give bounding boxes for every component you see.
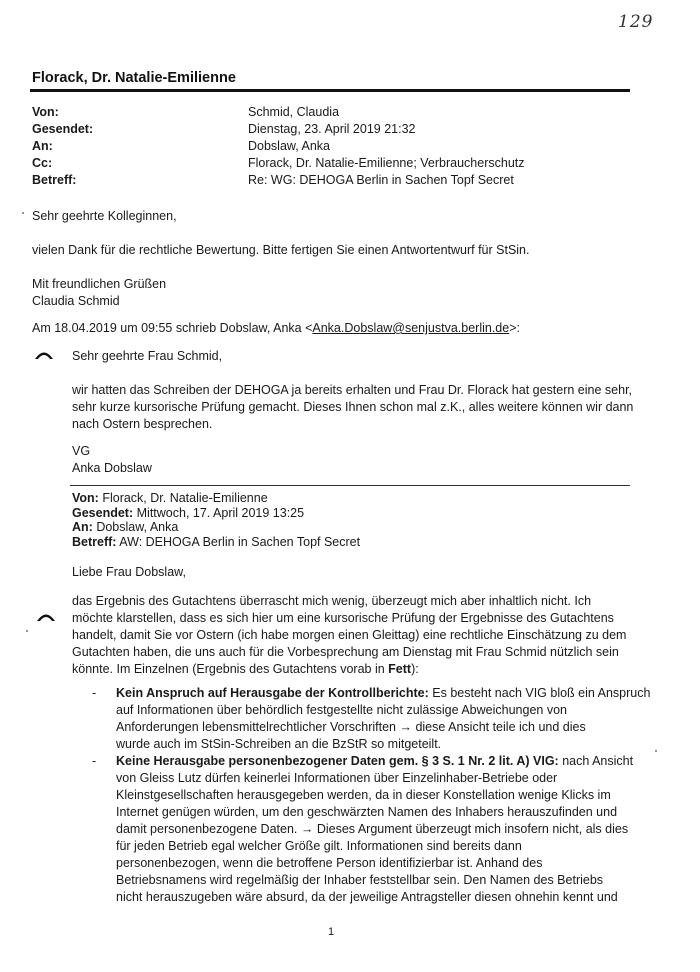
forward-label: Von: xyxy=(72,491,99,505)
bullet-first-rest: nach Ansicht xyxy=(558,754,634,768)
closing-line: Mit freundlichen Grüßen xyxy=(32,277,167,291)
forward-label: Gesendet: xyxy=(72,505,134,520)
bullet-line: personenbezogen, wenn die betroffene Person identifizierbar ist. Anhand des xyxy=(116,856,543,870)
quote1-line: wir hatten das Schreiben der DEHOGA ja bereits erhalten und Frau Dr. Florack hat gestern eine sehr, xyxy=(72,383,633,397)
bullet-line: Internet genügen würden, um den geschwärzten Namen des Inhabers herauszufinden und xyxy=(116,805,618,819)
forward-separator xyxy=(70,485,630,486)
title-rule xyxy=(30,89,630,92)
bullet-line: auf Informationen über behördlich festgestellte nicht zulässige Abweichungen von xyxy=(116,703,567,717)
header-value: Dobslaw, Anka xyxy=(248,139,330,153)
forward-gesendet xyxy=(72,505,360,520)
quote2-line: Gutachten haben, die uns auch für die Vorbesprechung am Dienstag mit Frau Schmid nützlich sein xyxy=(72,645,619,659)
header-row-von xyxy=(32,104,525,121)
document-title: Florack, Dr. Natalie-Emilienne xyxy=(32,70,236,86)
greeting: Sehr geehrte Kolleginnen, xyxy=(32,209,177,223)
quote-intro-email-link[interactable]: Anka.Dobslaw@senjustva.berlin.de xyxy=(312,321,510,335)
forward-label: Betreff: xyxy=(72,534,117,549)
bullet-first-line xyxy=(116,685,651,702)
header-label: Gesendet: xyxy=(32,122,94,136)
header-row-gesendet xyxy=(32,121,525,138)
forward-value: Florack, Dr. Natalie-Emilienne xyxy=(102,491,268,505)
quote2-line: das Ergebnis des Gutachtens überrascht mich wenig, überzeugt mich aber inhaltlich nicht. Ich xyxy=(72,594,592,608)
header-label: An: xyxy=(32,139,53,153)
quote1-sign: VG xyxy=(72,444,91,458)
scan-speck xyxy=(22,212,24,214)
quote-marker-icon xyxy=(36,610,56,622)
bullet-dash: - xyxy=(92,686,97,700)
bullet-line: für jeden Betrieb egal welcher Größe gilt. Informationen sind bereits dann xyxy=(116,839,522,853)
header-value: Schmid, Claudia xyxy=(248,105,340,119)
bullet-line: Anforderungen lebensmittelrechtlicher Vorschriften → diese Ansicht teile ich und dies xyxy=(116,720,586,734)
quote1-sign-name: Anka Dobslaw xyxy=(72,461,152,475)
page-number: 1 xyxy=(328,926,335,938)
forward-value: Mittwoch, 17. April 2019 13:25 xyxy=(136,505,305,520)
forward-von xyxy=(72,490,360,505)
quote2-greeting: Liebe Frau Dobslaw, xyxy=(72,565,186,579)
bullet-first-rest: Es besteht nach VIG bloß ein Anspruch xyxy=(428,686,651,700)
quote2-last-suffix: ): xyxy=(411,662,419,676)
bullet-line: damit personenbezogene Daten. → Dieses Argument überzeugt mich insofern nicht, als dies xyxy=(116,822,629,836)
bullet-heading: Keine Herausgabe personenbezogener Daten gem. § 3 S. 1 Nr. 2 lit. A) VIG: xyxy=(116,754,559,768)
scan-speck xyxy=(655,750,657,752)
quote1-line: sehr kurze kursorische Prüfung gemacht. Dieses Ihnen schon mal z.K., alles weitere können wir dann xyxy=(72,400,634,414)
header-row-an xyxy=(32,138,525,155)
handwritten-page-mark: 129 xyxy=(618,12,654,32)
bullet-line: nicht herauszugeben wäre absurd, da der jeweilige Antragsteller diesen ohnehin kennt und xyxy=(116,890,618,904)
sender-name: Claudia Schmid xyxy=(32,294,120,308)
forward-an xyxy=(72,519,360,534)
header-value: Dienstag, 23. April 2019 21:32 xyxy=(248,122,416,136)
list-item xyxy=(92,753,634,906)
bullet-line: wurde auch im StSin-Schreiben an die BzStR so mitgeteilt. xyxy=(116,737,442,751)
bullet-heading: Kein Anspruch auf Herausgabe der Kontrollberichte: xyxy=(116,686,429,700)
quote2-line: handelt, damit Sie vor Ostern (ich habe morgen einen Gleittag) eine rechtliche Einschätzung zu dem xyxy=(72,628,627,642)
quote1-line: nach Ostern besprechen. xyxy=(72,417,213,431)
body-text: vielen Dank für die rechtliche Bewertung. Bitte fertigen Sie einen Antwortentwurf für StSin. xyxy=(32,243,530,257)
email-header xyxy=(32,104,525,189)
bullet-line: Kleinstgesellschaften herausgegeben werden, da in dieser Konstellation wenige Klicks im xyxy=(116,788,611,802)
quote2-last-line xyxy=(72,661,419,678)
quote-marker-icon xyxy=(34,348,54,360)
forward-label: An: xyxy=(72,520,93,534)
bullet-list xyxy=(92,685,651,906)
quote-intro-prefix: Am 18.04.2019 um 09:55 schrieb Dobslaw, Anka < xyxy=(32,321,313,335)
header-row-cc xyxy=(32,155,525,172)
header-label: Cc: xyxy=(32,156,53,170)
bullet-line: Betriebsnamens wird regelmäßig der Inhaber feststellbar sein. Den Namen des Betriebs xyxy=(116,873,604,887)
header-value: Re: WG: DEHOGA Berlin in Sachen Topf Secret xyxy=(248,173,514,187)
forward-value: AW: DEHOGA Berlin in Sachen Topf Secret xyxy=(119,534,361,549)
header-value: Florack, Dr. Natalie-Emilienne; Verbraucherschutz xyxy=(248,156,525,170)
bullet-dash: - xyxy=(92,754,97,768)
header-label: Von: xyxy=(32,105,59,119)
forward-betreff xyxy=(72,534,360,549)
quote2-last-bold: Fett xyxy=(388,662,412,676)
bullet-line: von Gleiss Lutz dürfen keinerlei Informationen über Einzelinhaber-Betriebe oder xyxy=(116,771,558,785)
bullet-first-line xyxy=(116,753,634,770)
forward-value: Dobslaw, Anka xyxy=(96,520,179,534)
header-label: Betreff: xyxy=(32,173,77,187)
quote2-last-prefix: könnte. Im Einzelnen (Ergebnis des Gutachtens vorab in xyxy=(72,662,389,676)
scan-speck xyxy=(26,630,28,632)
quote1-greeting: Sehr geehrte Frau Schmid, xyxy=(72,349,223,363)
forward-header xyxy=(72,490,360,548)
quote-intro-suffix: >: xyxy=(509,321,520,335)
quote-intro xyxy=(32,320,520,337)
quote2-line: möchte klarstellen, dass es sich hier um eine kursorische Prüfung der Ergebnisse des Gutachtens xyxy=(72,611,614,625)
header-row-betreff xyxy=(32,172,525,189)
list-item xyxy=(92,685,651,753)
